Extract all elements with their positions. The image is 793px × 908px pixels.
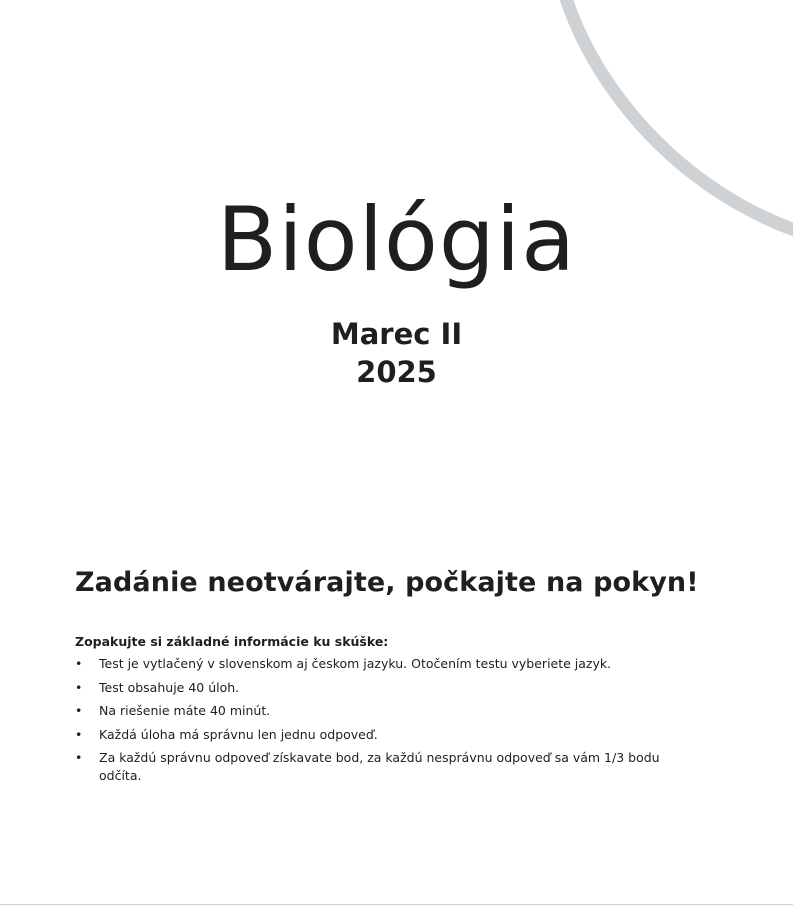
bullet-icon: •: [75, 703, 83, 718]
list-item: [75, 726, 695, 744]
list-item: [75, 679, 695, 697]
footer-divider: [0, 904, 793, 905]
exam-session: Marec II: [330, 317, 463, 351]
page-title: Biológia: [216, 188, 577, 291]
exam-year: 2025: [356, 355, 437, 389]
list-item: [75, 749, 695, 785]
list-item-text: Na riešenie máte 40 minút.: [99, 703, 271, 718]
do-not-open-warning: Zadánie neotvárajte, počkajte na pokyn!: [75, 567, 699, 598]
info-heading: Zopakujte si základné informácie ku skúške:: [75, 634, 389, 649]
list-item: [75, 655, 695, 673]
bullet-icon: •: [75, 679, 83, 695]
bullet-icon: •: [75, 750, 83, 765]
bullet-icon: •: [75, 656, 83, 671]
list-item-text: Za každú správnu odpoveď získavate bod, za každú nesprávnu odpoveď sa vám 1/3 bodu odčíta.: [99, 750, 660, 783]
list-item-text: Test obsahuje 40 úloh.: [99, 679, 240, 695]
list-item: [75, 702, 695, 720]
info-list: [75, 655, 695, 791]
bullet-icon: •: [75, 726, 83, 742]
list-item-text: Každá úloha má správnu len jednu odpoveď.: [99, 726, 378, 742]
list-item-text: Test je vytlačený v slovenskom aj českom jazyku. Otočením testu vyberiete jazyk.: [99, 656, 612, 671]
